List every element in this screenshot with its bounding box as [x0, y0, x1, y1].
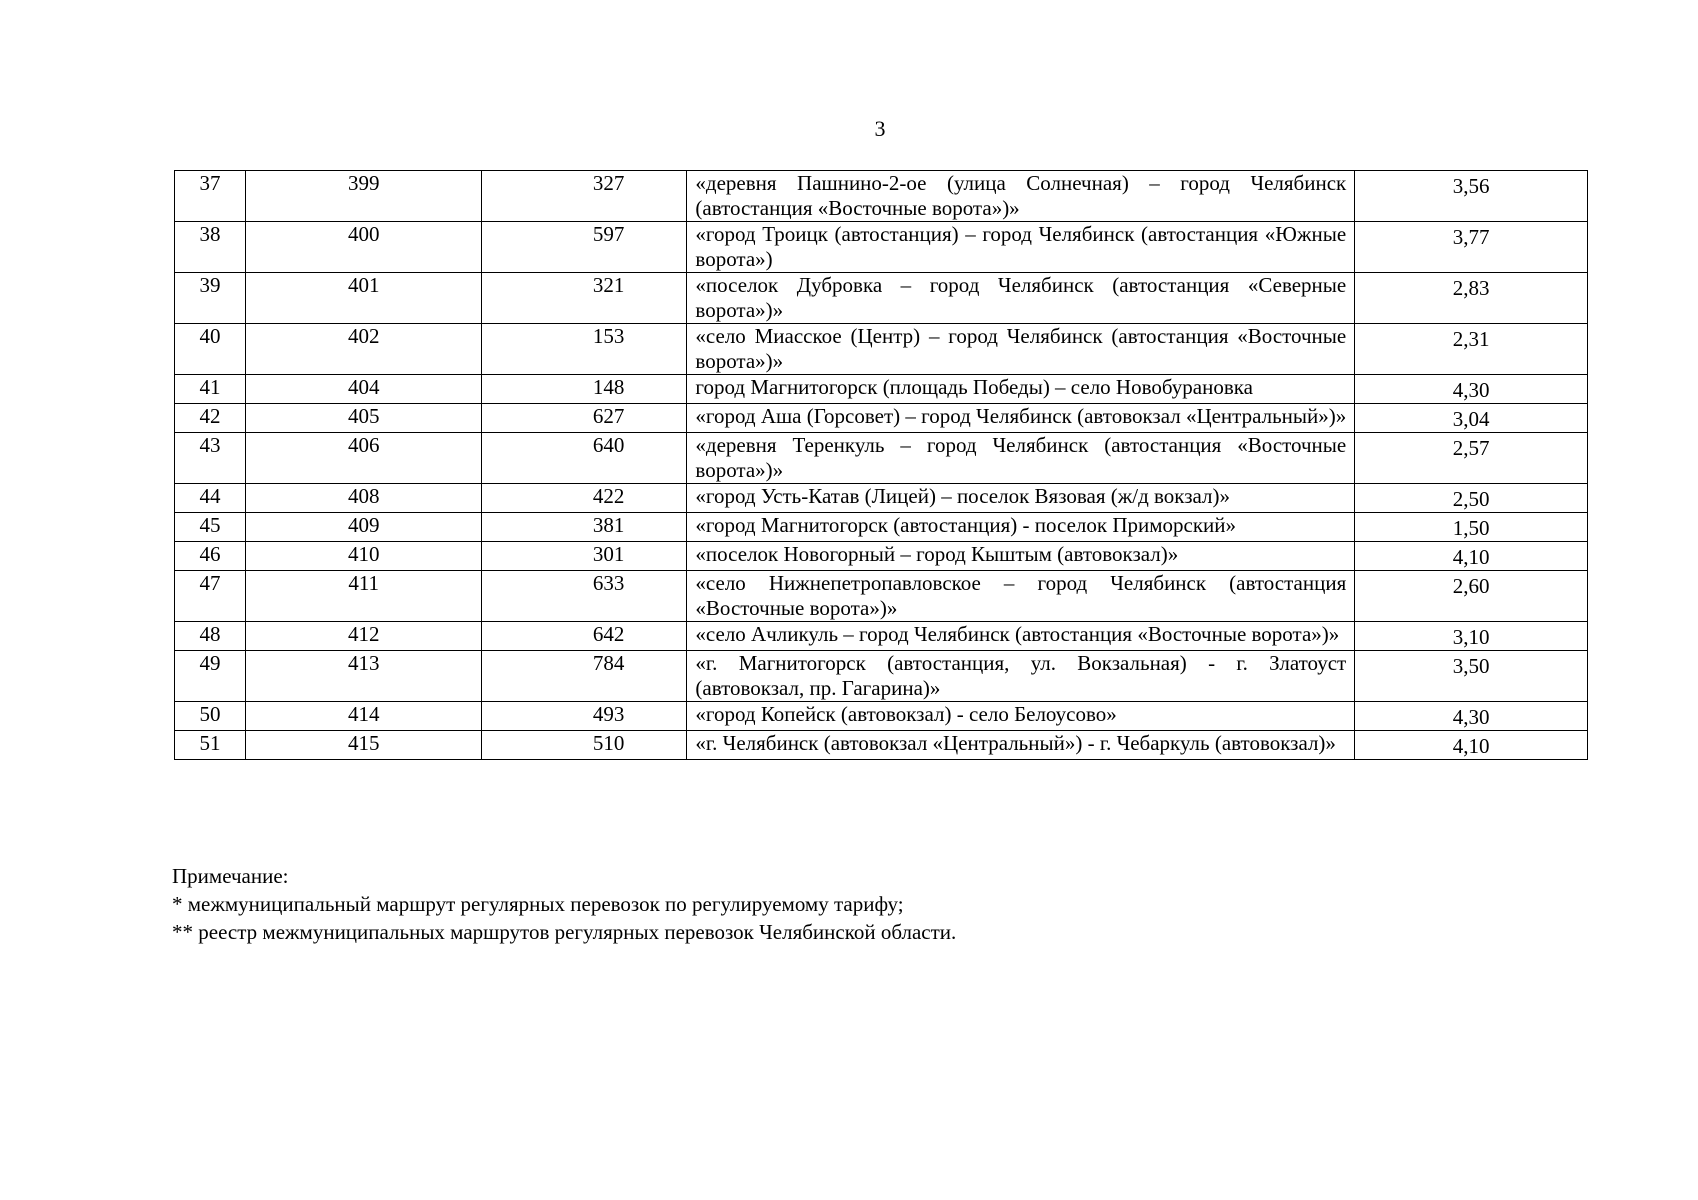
- page-number: 3: [874, 116, 886, 141]
- table-row: [175, 542, 1588, 571]
- row-number-cell: 45: [175, 513, 246, 542]
- route-number-cell: 510: [482, 731, 687, 760]
- route-name-cell: «деревня Пашнино-2-ое (улица Солнечная) – город Челябинск (автостанция «Восточные ворота»)»: [687, 171, 1355, 222]
- table-row: [175, 273, 1588, 324]
- tariff-cell: 3,56: [1355, 171, 1588, 222]
- tariff-cell: 2,83: [1355, 273, 1588, 324]
- tariff-cell: 1,50: [1355, 513, 1588, 542]
- table-row: [175, 375, 1588, 404]
- row-number-cell: 41: [175, 375, 246, 404]
- registry-number-cell: 404: [246, 375, 482, 404]
- tariff-cell: 3,77: [1355, 222, 1588, 273]
- registry-number-cell: 411: [246, 571, 482, 622]
- route-number-cell: 633: [482, 571, 687, 622]
- route-name-cell: «город Аша (Горсовет) – город Челябинск (автовокзал «Центральный»)»: [687, 404, 1355, 433]
- route-name-cell: город Магнитогорск (площадь Победы) – село Новобурановка: [687, 375, 1355, 404]
- route-name-cell: «город Усть-Катав (Лицей) – поселок Вязовая (ж/д вокзал)»: [687, 484, 1355, 513]
- table-row: [175, 404, 1588, 433]
- tariff-cell: 3,10: [1355, 622, 1588, 651]
- registry-number-cell: 400: [246, 222, 482, 273]
- table-row: [175, 324, 1588, 375]
- row-number-cell: 40: [175, 324, 246, 375]
- row-number-cell: 50: [175, 702, 246, 731]
- table-row: [175, 222, 1588, 273]
- table-row: [175, 622, 1588, 651]
- route-name-cell: «город Копейск (автовокзал) - село Белоусово»: [687, 702, 1355, 731]
- row-number-cell: 46: [175, 542, 246, 571]
- route-number-cell: 493: [482, 702, 687, 731]
- table-row: [175, 513, 1588, 542]
- registry-number-cell: 415: [246, 731, 482, 760]
- registry-number-cell: 414: [246, 702, 482, 731]
- route-number-cell: 422: [482, 484, 687, 513]
- registry-number-cell: 402: [246, 324, 482, 375]
- tariff-cell: 4,30: [1355, 702, 1588, 731]
- tariff-cell: 3,04: [1355, 404, 1588, 433]
- route-number-cell: 153: [482, 324, 687, 375]
- route-number-cell: 381: [482, 513, 687, 542]
- row-number-cell: 37: [175, 171, 246, 222]
- table-row: [175, 702, 1588, 731]
- route-name-cell: «село Миасское (Центр) – город Челябинск (автостанция «Восточные ворота»)»: [687, 324, 1355, 375]
- registry-number-cell: 401: [246, 273, 482, 324]
- row-number-cell: 51: [175, 731, 246, 760]
- row-number-cell: 42: [175, 404, 246, 433]
- tariff-cell: 2,31: [1355, 324, 1588, 375]
- registry-number-cell: 406: [246, 433, 482, 484]
- route-name-cell: «город Магнитогорск (автостанция) - поселок Приморский»: [687, 513, 1355, 542]
- route-name-cell: «деревня Теренкуль – город Челябинск (автостанция «Восточные ворота»)»: [687, 433, 1355, 484]
- route-number-cell: 627: [482, 404, 687, 433]
- route-name-cell: «село Ачликуль – город Челябинск (автостанция «Восточные ворота»)»: [687, 622, 1355, 651]
- route-name-cell: «г. Челябинск (автовокзал «Центральный») - г. Чебаркуль (автовокзал)»: [687, 731, 1355, 760]
- registry-number-cell: 409: [246, 513, 482, 542]
- tariff-cell: 4,10: [1355, 731, 1588, 760]
- route-number-cell: 642: [482, 622, 687, 651]
- note-line-1: * межмуниципальный маршрут регулярных перевозок по регулируемому тарифу;: [172, 892, 904, 916]
- row-number-cell: 43: [175, 433, 246, 484]
- route-name-cell: «поселок Дубровка – город Челябинск (автостанция «Северные ворота»)»: [687, 273, 1355, 324]
- route-number-cell: 327: [482, 171, 687, 222]
- routes-table-body: [175, 171, 1588, 760]
- route-number-cell: 784: [482, 651, 687, 702]
- route-name-cell: «г. Магнитогорск (автостанция, ул. Вокзальная) - г. Златоуст (автовокзал, пр. Гагарина)»: [687, 651, 1355, 702]
- table-row: [175, 433, 1588, 484]
- row-number-cell: 48: [175, 622, 246, 651]
- route-number-cell: 597: [482, 222, 687, 273]
- tariff-cell: 2,57: [1355, 433, 1588, 484]
- table-row: [175, 571, 1588, 622]
- row-number-cell: 49: [175, 651, 246, 702]
- route-number-cell: 301: [482, 542, 687, 571]
- tariff-cell: 2,60: [1355, 571, 1588, 622]
- table-row: [175, 171, 1588, 222]
- tariff-cell: 3,50: [1355, 651, 1588, 702]
- row-number-cell: 47: [175, 571, 246, 622]
- note-line-2: ** реестр межмуниципальных маршрутов регулярных перевозок Челябинской области.: [172, 920, 957, 944]
- registry-number-cell: 413: [246, 651, 482, 702]
- routes-table: [174, 170, 1588, 760]
- row-number-cell: 44: [175, 484, 246, 513]
- registry-number-cell: 399: [246, 171, 482, 222]
- row-number-cell: 39: [175, 273, 246, 324]
- row-number-cell: 38: [175, 222, 246, 273]
- registry-number-cell: 412: [246, 622, 482, 651]
- route-number-cell: 640: [482, 433, 687, 484]
- route-number-cell: 321: [482, 273, 687, 324]
- tariff-cell: 2,50: [1355, 484, 1588, 513]
- registry-number-cell: 405: [246, 404, 482, 433]
- route-name-cell: «поселок Новогорный – город Кыштым (автовокзал)»: [687, 542, 1355, 571]
- table-row: [175, 731, 1588, 760]
- registry-number-cell: 410: [246, 542, 482, 571]
- tariff-cell: 4,10: [1355, 542, 1588, 571]
- table-row: [175, 484, 1588, 513]
- route-name-cell: «село Нижнепетропавловское – город Челябинск (автостанция «Восточные ворота»)»: [687, 571, 1355, 622]
- route-number-cell: 148: [482, 375, 687, 404]
- notes-section: [172, 862, 956, 946]
- notes-title: Примечание:: [172, 864, 289, 888]
- table-row: [175, 651, 1588, 702]
- registry-number-cell: 408: [246, 484, 482, 513]
- tariff-cell: 4,30: [1355, 375, 1588, 404]
- route-name-cell: «город Троицк (автостанция) – город Челябинск (автостанция «Южные ворота»): [687, 222, 1355, 273]
